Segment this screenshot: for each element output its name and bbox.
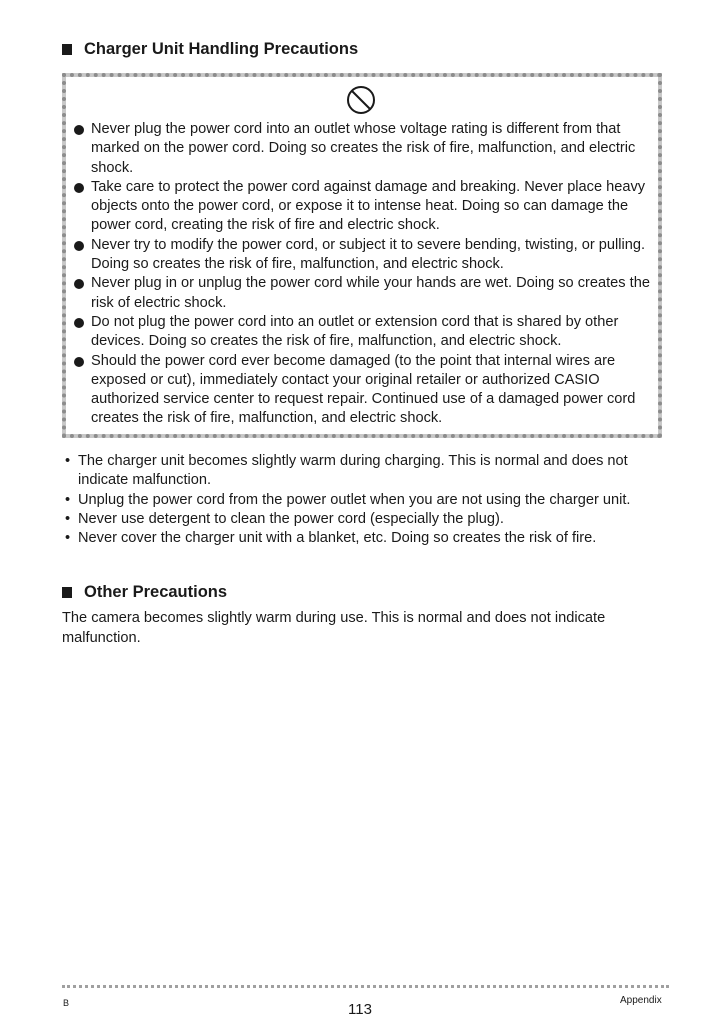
warning-list [70, 120, 658, 429]
small-dot-icon: • [65, 453, 71, 469]
warning-text: Never plug the power cord into an outlet whose voltage rating is different from that marked on the power cord. Doing so creates the risk of fire, malfunction, and electric shock. [91, 121, 636, 176]
round-bullet-icon [74, 279, 84, 289]
small-dot-icon: • [65, 530, 71, 547]
warning-text: Take care to protect the power cord against damage and breaking. Never place heavy objects onto the power cord, or expose it to intense heat. Doing so can damage the power cord, creating the risk of fire and electric shock. [91, 178, 646, 234]
note-item [62, 491, 662, 510]
round-bullet-icon [74, 125, 84, 135]
round-bullet-icon [74, 241, 84, 251]
note-item [62, 529, 662, 548]
note-text: The charger unit becomes slightly warm during charging. This is normal and does not indicate malfunction. [78, 453, 628, 489]
warning-item [70, 274, 658, 313]
warning-item [70, 236, 658, 275]
warning-text: Never try to modify the power cord, or subject it to severe bending, twisting, or pulling. Doing so creates the risk of fire, malfunction, and electric shock. [91, 236, 646, 273]
note-item [62, 452, 662, 491]
warning-text: Never plug in or unplug the power cord while your hands are wet. Doing so creates the risk of electric shock. [91, 275, 650, 311]
page-number: 113 [348, 1001, 372, 1018]
note-item [62, 510, 662, 529]
section-heading-label: Charger Unit Handling Precautions [84, 40, 359, 58]
section-heading-label: Other Precautions [84, 583, 228, 601]
small-dot-icon: • [65, 491, 71, 508]
warning-item [70, 178, 658, 236]
warning-item [70, 120, 658, 178]
note-text: Never use detergent to clean the power cord (especially the plug). [78, 510, 504, 527]
warning-text: Should the power cord ever become damaged (to the point that internal wires are exposed or cut), immediately contact your original retailer or authorized CASIO authorized service center to request repair. Continued use of a damaged power cord creates the risk of fire, malfunction, and electric shock. [91, 352, 636, 427]
section-heading-other [62, 583, 227, 602]
note-text: Never cover the charger unit with a blanket, etc. Doing so creates the risk of fire. [78, 530, 597, 547]
small-dot-icon: • [65, 510, 71, 527]
footer-left-mark: B [63, 998, 70, 1008]
round-bullet-icon [74, 357, 84, 367]
round-bullet-icon [74, 183, 84, 193]
warning-text: Do not plug the power cord into an outlet or extension cord that is shared by other devices. Doing so creates the risk of fire, malfunction, and electric shock. [91, 313, 619, 350]
warning-box [62, 73, 662, 438]
section-heading-charger [62, 40, 358, 59]
note-text: Unplug the power cord from the power outlet when you are not using the charger unit. [78, 491, 631, 508]
other-precautions-text: The camera becomes slightly warm during use. This is normal and does not indicate malfunction. [62, 610, 606, 646]
square-bullet-icon [62, 587, 72, 598]
notes-list [62, 452, 662, 548]
warning-item [70, 352, 658, 429]
footer-section-label: Appendix [620, 995, 662, 1006]
square-bullet-icon [62, 44, 72, 55]
footer-divider [62, 985, 669, 988]
prohibition-icon [346, 85, 376, 115]
round-bullet-icon [74, 318, 84, 328]
warning-item [70, 313, 658, 352]
